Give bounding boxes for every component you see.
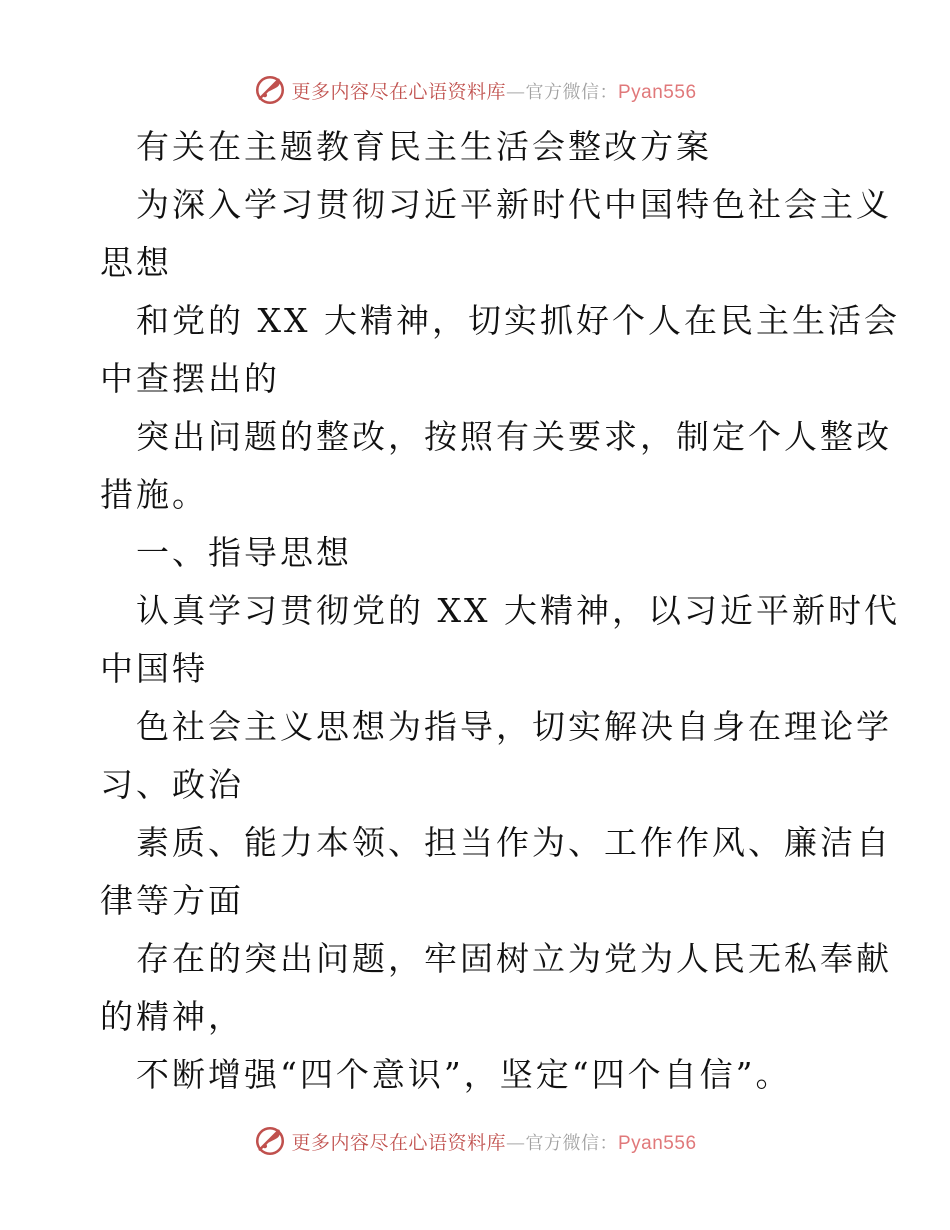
document-title: 有关在主题教育民主生活会整改方案 — [136, 127, 712, 166]
paragraph-line: 律等方面 — [100, 881, 244, 920]
footer-banner-dash: — — [506, 1131, 526, 1154]
paragraph-line: 习、政治 — [100, 765, 244, 804]
footer-banner-wechat-id: Pyan556 — [618, 1132, 697, 1154]
header-banner-content — [253, 73, 696, 107]
header-banner-text — [291, 77, 696, 104]
document-body — [100, 118, 900, 1104]
section-heading: 一、指导思想 — [136, 533, 352, 572]
paragraph-line: 色社会主义思想为指导，切实解决自身在理论学 — [136, 707, 892, 746]
footer-banner-main-text: 更多内容尽在心语资料库 — [291, 1131, 506, 1154]
paragraph-line: 和党的 XX 大精神，切实抓好个人在民主生活会 — [136, 301, 900, 340]
paragraph-line: 措施。 — [100, 475, 208, 514]
header-banner — [0, 70, 950, 110]
footer-banner-text — [291, 1128, 696, 1155]
paragraph-line: 存在的突出问题，牢固树立为党为人民无私奉献 — [136, 939, 892, 978]
paragraph-line: 为深入学习贯彻习近平新时代中国特色社会主义 — [136, 185, 892, 224]
footer-banner-content — [253, 1124, 696, 1158]
footer-banner — [0, 1121, 950, 1161]
quill-logo-icon — [253, 73, 287, 107]
paragraph-line: 中国特 — [100, 649, 208, 688]
header-banner-main-text: 更多内容尽在心语资料库 — [291, 80, 506, 103]
header-banner-dash: — — [506, 80, 526, 103]
header-banner-wechat-id: Pyan556 — [618, 81, 697, 103]
paragraph-line: 认真学习贯彻党的 XX 大精神，以习近平新时代 — [136, 591, 900, 630]
paragraph-line: 思想 — [100, 243, 172, 282]
paragraph-line: 不断增强“四个意识”，坚定“四个自信”。 — [136, 1055, 792, 1094]
header-banner-wechat-label: 官方微信： — [525, 81, 618, 103]
paragraph-line: 突出问题的整改，按照有关要求，制定个人整改 — [136, 417, 892, 456]
paragraph-line: 中查摆出的 — [100, 359, 280, 398]
quill-logo-icon — [253, 1124, 287, 1158]
paragraph-line: 素质、能力本领、担当作为、工作作风、廉洁自 — [136, 823, 892, 862]
paragraph-line: 的精神， — [100, 997, 244, 1036]
footer-banner-wechat-label: 官方微信： — [525, 1132, 618, 1154]
